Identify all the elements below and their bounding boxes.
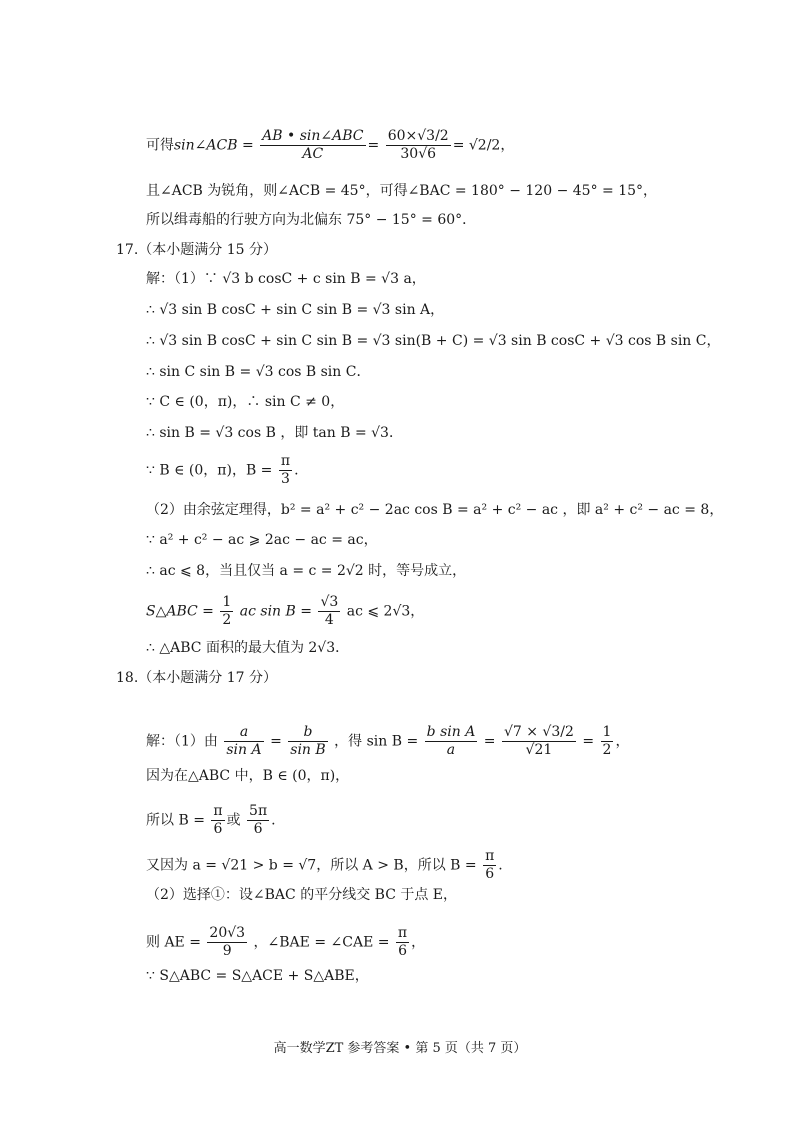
punct: ， [615,733,630,750]
fraction-numerator: 60×√3/2 [387,128,449,144]
fraction-numerator: √3 [320,594,339,610]
q17-line-4: ∴ sin C sin B = √3 cos B sin C． [146,364,371,380]
text-lead: 则 AE = [146,934,201,951]
q17-heading: 17.（本小题满分 15 分） [116,242,277,258]
fraction-5pi-over-6 [247,803,269,838]
result-value: √2/2 [468,137,501,154]
q18-part2-line-1: （2）选择①：设∠BAC 的平分线交 BC 于点 E， [146,887,458,903]
fraction-denominator: sin B [290,742,326,758]
text-mid: ac sin B = [239,603,312,620]
fraction-numerator: AB • sin∠ABC [262,128,364,144]
sin-acb-equation: 可得sin∠ACB = $\frac{\text{AB • sin∠ABC}}{AC}$ = $\frac{60\times√3/2}{30√6}$ = √2/2， [146,128,515,162]
fraction-pi-over-6 [396,925,409,960]
fraction-denominator: 3 [281,471,290,487]
fraction-numerator: √7 × √3/2 [503,724,574,740]
q17-line-6: ∴ sin B = √3 cos B ，即 tan B = √3． [146,425,403,441]
fraction-numerator: b sin A [426,724,476,740]
fraction-bsinA-over-a [425,724,478,759]
fraction-numerator: π [213,803,223,819]
fraction-numerator: a [224,724,263,742]
fraction-1-over-2 [601,724,614,759]
fraction-sqrt3-over-4 [318,594,340,629]
q17-part2-line-2: ∵ a² + c² − ac ⩾ 2ac − ac = ac， [146,532,378,548]
text: 又因为 a = √21 > b = √7，所以 A > B，所以 B = [146,857,477,874]
fraction-numerator: 1 [222,594,232,610]
punct: ， [411,934,426,951]
punct: . [498,857,503,874]
fraction-denominator: 6 [213,821,223,837]
fraction-20sqrt3-over-9 [207,925,247,960]
fraction-denominator: 30√6 [400,146,437,162]
fraction-denominator: 2 [222,612,232,628]
q18-line-1 [146,724,629,759]
q18-part2-line-3: ∵ S△ABC = S△ACE + S△ABE， [146,968,369,984]
q17-part2-line-3: ∴ ac ⩽ 8，当且仅当 a = c = 2√2 时，等号成立， [146,563,467,579]
fraction-denominator: a [446,742,456,758]
fraction-denominator: √21 [525,742,553,758]
text-lead: 可得 [146,137,174,154]
fraction-b-over-sinB [288,724,327,759]
equals: = [577,733,599,750]
fraction-numerator: b [288,724,327,742]
q18-part2-line-2 [146,925,425,960]
punct: ， [500,137,515,154]
text-lead: S△ABC = [146,603,214,620]
page-footer: 高一数学ZT 参考答案 • 第 5 页（共 7 页） [273,1041,527,1056]
q18-line-4 [146,848,503,883]
text-tail: ac ⩽ 2√3， [346,603,425,620]
fraction-1-over-2 [220,594,233,629]
text-mid: ，∠BAE = ∠CAE = [253,934,390,951]
fraction-sqrt7-over-sqrt21 [502,724,576,759]
q17-part2-line-4 [146,594,424,629]
q17-line-2: ∴ √3 sin B cosC + sin C sin B = √3 sin A， [146,302,445,318]
fraction-denominator: 4 [324,612,334,628]
fraction-denominator: 2 [602,742,612,758]
fraction-pi-over-3 [279,453,292,488]
fraction-denominator: 6 [485,866,495,882]
equals: = [237,137,259,154]
q17-part2-line-1: （2）由余弦定理得，b² = a² + c² − 2ac cos B = a² + c² − ac ，即 a² + c² − ac = 8， [146,502,724,518]
q17-line-3: ∴ √3 sin B cosC + sin C sin B = √3 sin(B + C) = √3 sin B cosC + √3 cos B sin C， [146,333,721,349]
fraction-denominator: 6 [398,943,407,959]
fraction-numerator: 1 [602,724,612,740]
text-lead: 所以 B = [146,812,205,829]
fraction-numerator: 5π [249,803,268,819]
q18-heading: 18.（本小题满分 17 分） [116,670,277,686]
fraction-denominator: 9 [222,943,232,959]
fraction-pi-over-6 [211,803,224,838]
fraction-denominator: sin A [226,742,262,758]
q17-line-1: 解：（1）∵ √3 b cosC + c sin B = √3 a， [146,271,426,287]
fraction-numerator: 20√3 [209,925,246,941]
q17-line-5: ∵ C ∈ (0，π)，∴ sin C ≠ 0， [146,394,345,410]
q18-line-3 [146,803,276,838]
fraction-denominator: 6 [253,821,263,837]
fraction-pi-over-6 [483,848,496,883]
text-lead: 解：（1）由 [146,733,218,750]
q17-part2-line-5: ∴ △ABC 面积的最大值为 2√3． [146,640,350,656]
fraction-ab-over-ac [260,128,365,163]
fraction-60-over-30 [386,128,451,163]
q17-line-7 [146,453,299,488]
text-mid: 或 [226,812,241,829]
fraction-a-over-sinA [224,724,263,759]
punct: . [294,462,299,479]
q18-line-2: 因为在△ABC 中，B ∈ (0，π)， [146,768,350,784]
text: ∵ B ∈ (0，π)，B = [146,462,273,479]
fraction-numerator: π [280,453,291,469]
direction-line: 所以缉毒船的行驶方向为北偏东 75° − 15° = 60°． [146,212,477,228]
sin-acb: sin∠ACB [174,137,238,154]
fraction-denominator: AC [302,146,324,162]
fraction-numerator: π [485,848,495,864]
fraction-numerator: π [397,925,408,941]
equals: = [479,733,500,750]
angle-line: 且∠ACB 为锐角，则∠ACB = 45°，可得∠BAC = 180° − 120 − 45° = 15°， [146,183,658,199]
text-mid: ，得 sin B = [334,733,419,750]
punct: . [271,812,276,829]
equals: = [265,733,287,750]
